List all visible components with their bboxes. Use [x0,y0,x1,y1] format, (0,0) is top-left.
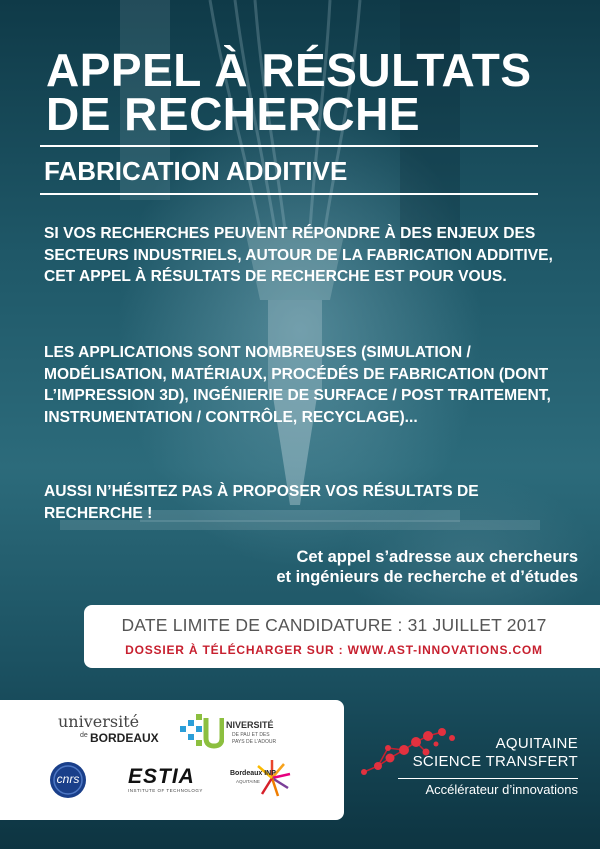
ast-tagline: Accélérateur d’innovations [425,782,578,797]
estia-logo [128,766,208,800]
bordeaux-word-bordeaux: BORDEAUX [90,731,159,745]
bordeaux-word-universite: université [58,712,140,731]
bordeaux-word-de: de [80,732,88,739]
audience-text [178,547,578,587]
call-to-action-paragraph: AUSSI N’HÉSITEZ PAS À PROPOSER VOS RÉSULTATS DE RECHERCHE ! [44,483,479,522]
title-rule-top [40,145,538,147]
subtitle: FABRICATION ADDITIVE [44,156,348,186]
estia-word: ESTIA [128,765,195,788]
bordeaux-inp-logo [230,758,310,802]
uppa-logo [180,712,290,752]
inp-word: Bordeaux INP [230,770,276,777]
ast-name-line-2: SCIENCE TRANSFERT [412,753,578,770]
intro-paragraph: SI VOS RECHERCHES PEUVENT RÉPONDRE À DES ENJEUX DES SECTEURS INDUSTRIELS, AUTOUR DE LA FABRICATION ADDITIVE, CET APPEL À RÉSULTATS DE RECHERCHE EST POUR VOUS. [44,225,553,286]
audience-line-2: et ingénieurs de recherche et d’études [276,568,578,586]
title-rule-bottom [40,193,538,195]
uppa-word-pau: DE PAU ET DES [232,732,270,738]
estia-subtitle: INSTITUTE OF TECHNOLOGY [128,788,203,793]
audience-line-1: Cet appel s’adresse aux chercheurs [296,548,578,566]
cnrs-logo [48,760,88,800]
applications-paragraph: LES APPLICATIONS SONT NOMBREUSES (SIMULATION / MODÉLISATION, MATÉRIAUX, PROCÉDÉS DE FABRICATION (DONT L’IMPRESSION 3D), INGÉNIERIE DE SURFACE / POST TRAITEMENT, INSTRUMENTATION / CONTRÔLE, RECYCLAGE)... [44,344,551,426]
ast-name [413,735,578,771]
partner-logos-panel [0,700,344,820]
ast-name-line-1: AQUITAINE [495,735,578,752]
universite-bordeaux-logo [58,712,159,750]
download-link[interactable]: DOSSIER À TÉLÉCHARGER SUR : WWW.AST-INNOVATIONS.COM [125,643,543,657]
uppa-word-adour: PAYS DE L'ADOUR [232,739,277,745]
aquitaine-science-transfert-logo [350,720,600,820]
uppa-word-niversite: NIVERSITÉ [226,720,274,730]
title-line-1: APPEL À RÉSULTATS [46,44,532,96]
title-line-2: DE RECHERCHE [46,88,421,140]
deadline-date: DATE LIMITE DE CANDIDATURE : 31 JUILLET 2017 [121,615,547,635]
ast-divider [398,778,578,779]
deadline-box [84,605,600,668]
inp-burst-icon [252,758,292,798]
uppa-pixel-icon [180,712,224,750]
inp-subtitle: AQUITAINE [236,779,260,784]
page-title [46,44,566,140]
cnrs-word: cnrs [56,772,80,786]
